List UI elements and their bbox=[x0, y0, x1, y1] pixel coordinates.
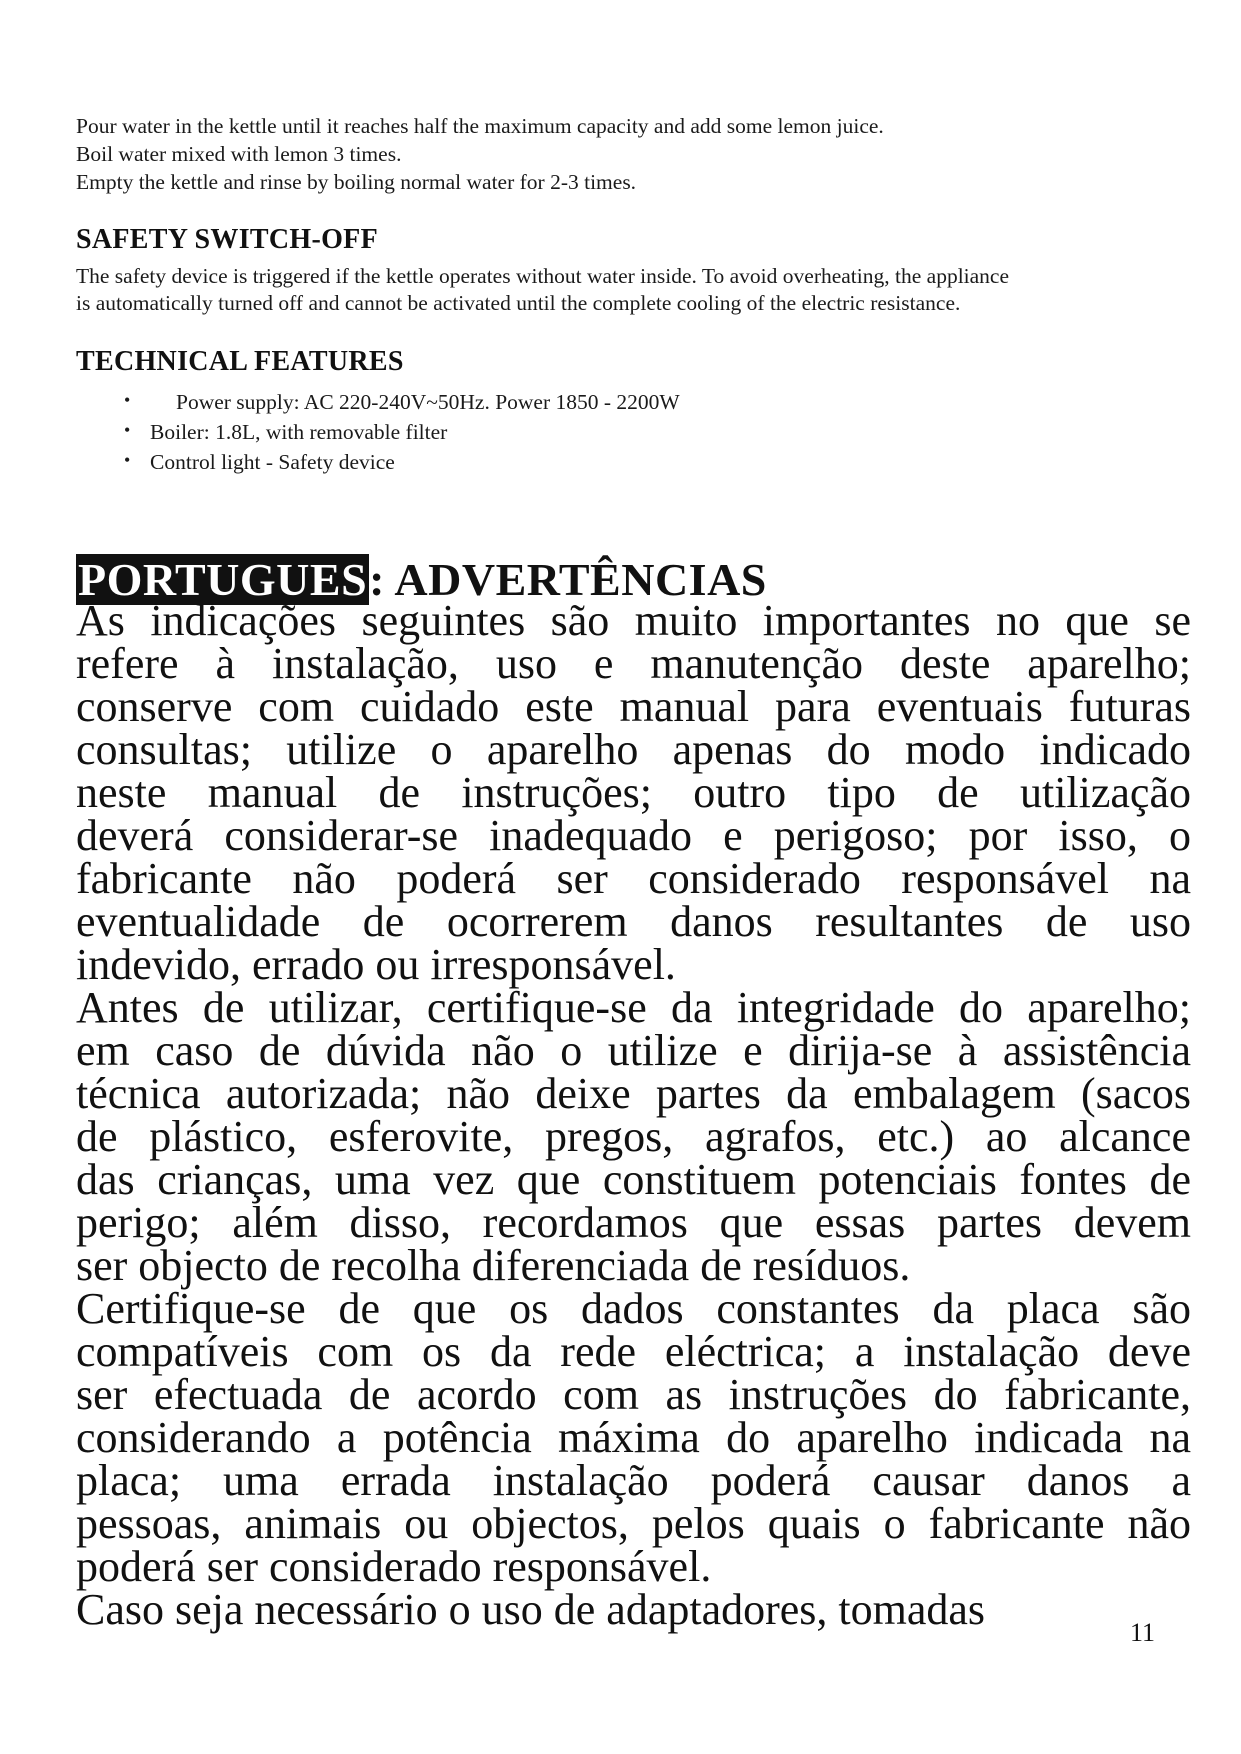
pt-line-19: ser efectuada de acordo com as instruções do fabricante, bbox=[76, 1370, 1191, 1419]
safety-line-2: is automatically turned off and cannot be activated until the complete cooling of the electric resistance. bbox=[76, 291, 961, 315]
pt-line-2: refere à instalação, uso e manutenção deste aparelho; bbox=[76, 639, 1191, 688]
pt-line-17: Certifique-se de que os dados constantes da placa são bbox=[76, 1284, 1191, 1333]
pt-line-23: poderá ser considerado responsável. bbox=[76, 1542, 712, 1591]
safety-line-1: The safety device is triggered if the kettle operates without water inside. To avoid overheating, the appliance bbox=[76, 264, 1010, 288]
pt-line-16: ser objecto de recolha diferenciada de resíduos. bbox=[76, 1241, 911, 1290]
page-number: 11 bbox=[1130, 1618, 1156, 1647]
language-label: PORTUGUES bbox=[78, 554, 368, 605]
pt-line-20: considerando a potência máxima do aparelho indicada na bbox=[76, 1413, 1191, 1462]
pt-line-9: indevido, errado ou irresponsável. bbox=[76, 940, 676, 989]
pt-line-10: Antes de utilizar, certifique-se da integridade do aparelho; bbox=[76, 983, 1191, 1032]
pt-line-4: consultas; utilize o aparelho apenas do modo indicado bbox=[76, 725, 1191, 774]
bullet-icon: • bbox=[124, 420, 131, 440]
technical-bullet-text: Power supply: AC 220-240V~50Hz. Power 1850 - 2200W bbox=[176, 390, 680, 414]
pt-line-7: fabricante não poderá ser considerado responsável na bbox=[76, 854, 1191, 903]
pt-line-1: As indicações seguintes são muito importantes no que se bbox=[76, 596, 1191, 645]
pt-line-12: técnica autorizada; não deixe partes da embalagem (sacos bbox=[76, 1069, 1191, 1118]
pt-line-18: compatíveis com os da rede eléctrica; a instalação deve bbox=[76, 1327, 1191, 1376]
pt-line-22: pessoas, animais ou objectos, pelos quais o fabricante não bbox=[76, 1499, 1191, 1548]
pt-line-14: das crianças, uma vez que constituem potenciais fontes de bbox=[76, 1155, 1191, 1204]
pt-line-24: Caso seja necessário o uso de adaptadores, tomadas bbox=[76, 1585, 986, 1634]
pt-line-3: conserve com cuidado este manual para eventuais futuras bbox=[76, 682, 1191, 731]
bullet-icon: • bbox=[124, 450, 131, 470]
pt-line-6: deverá considerar-se inadequado e perigoso; por isso, o bbox=[76, 811, 1191, 860]
pt-line-11: em caso de dúvida não o utilize e dirija-se à assistência bbox=[76, 1026, 1191, 1075]
bullet-icon: • bbox=[124, 390, 131, 410]
pt-line-8: eventualidade de ocorrerem danos resultantes de uso bbox=[76, 897, 1191, 946]
pt-line-5: neste manual de instruções; outro tipo de utilização bbox=[76, 768, 1191, 817]
pt-line-15: perigo; além disso, recordamos que essas partes devem bbox=[76, 1198, 1191, 1247]
intro-line-3: Empty the kettle and rinse by boiling normal water for 2-3 times. bbox=[76, 170, 637, 194]
intro-line-2: Boil water mixed with lemon 3 times. bbox=[76, 142, 402, 166]
pt-line-13: de plástico, esferovite, pregos, agrafos, etc.) ao alcance bbox=[76, 1112, 1191, 1161]
safety-heading: SAFETY SWITCH-OFF bbox=[76, 224, 378, 255]
technical-heading: TECHNICAL FEATURES bbox=[76, 346, 404, 377]
technical-bullet-text: Boiler: 1.8L, with removable filter bbox=[150, 420, 448, 444]
intro-line-1: Pour water in the kettle until it reaches half the maximum capacity and add some lemon juice. bbox=[76, 114, 884, 138]
portuguese-heading-title: : ADVERTÊNCIAS bbox=[369, 554, 767, 605]
technical-bullet-text: Control light - Safety device bbox=[150, 450, 395, 474]
pt-line-21: placa; uma errada instalação poderá causar danos a bbox=[76, 1456, 1191, 1505]
